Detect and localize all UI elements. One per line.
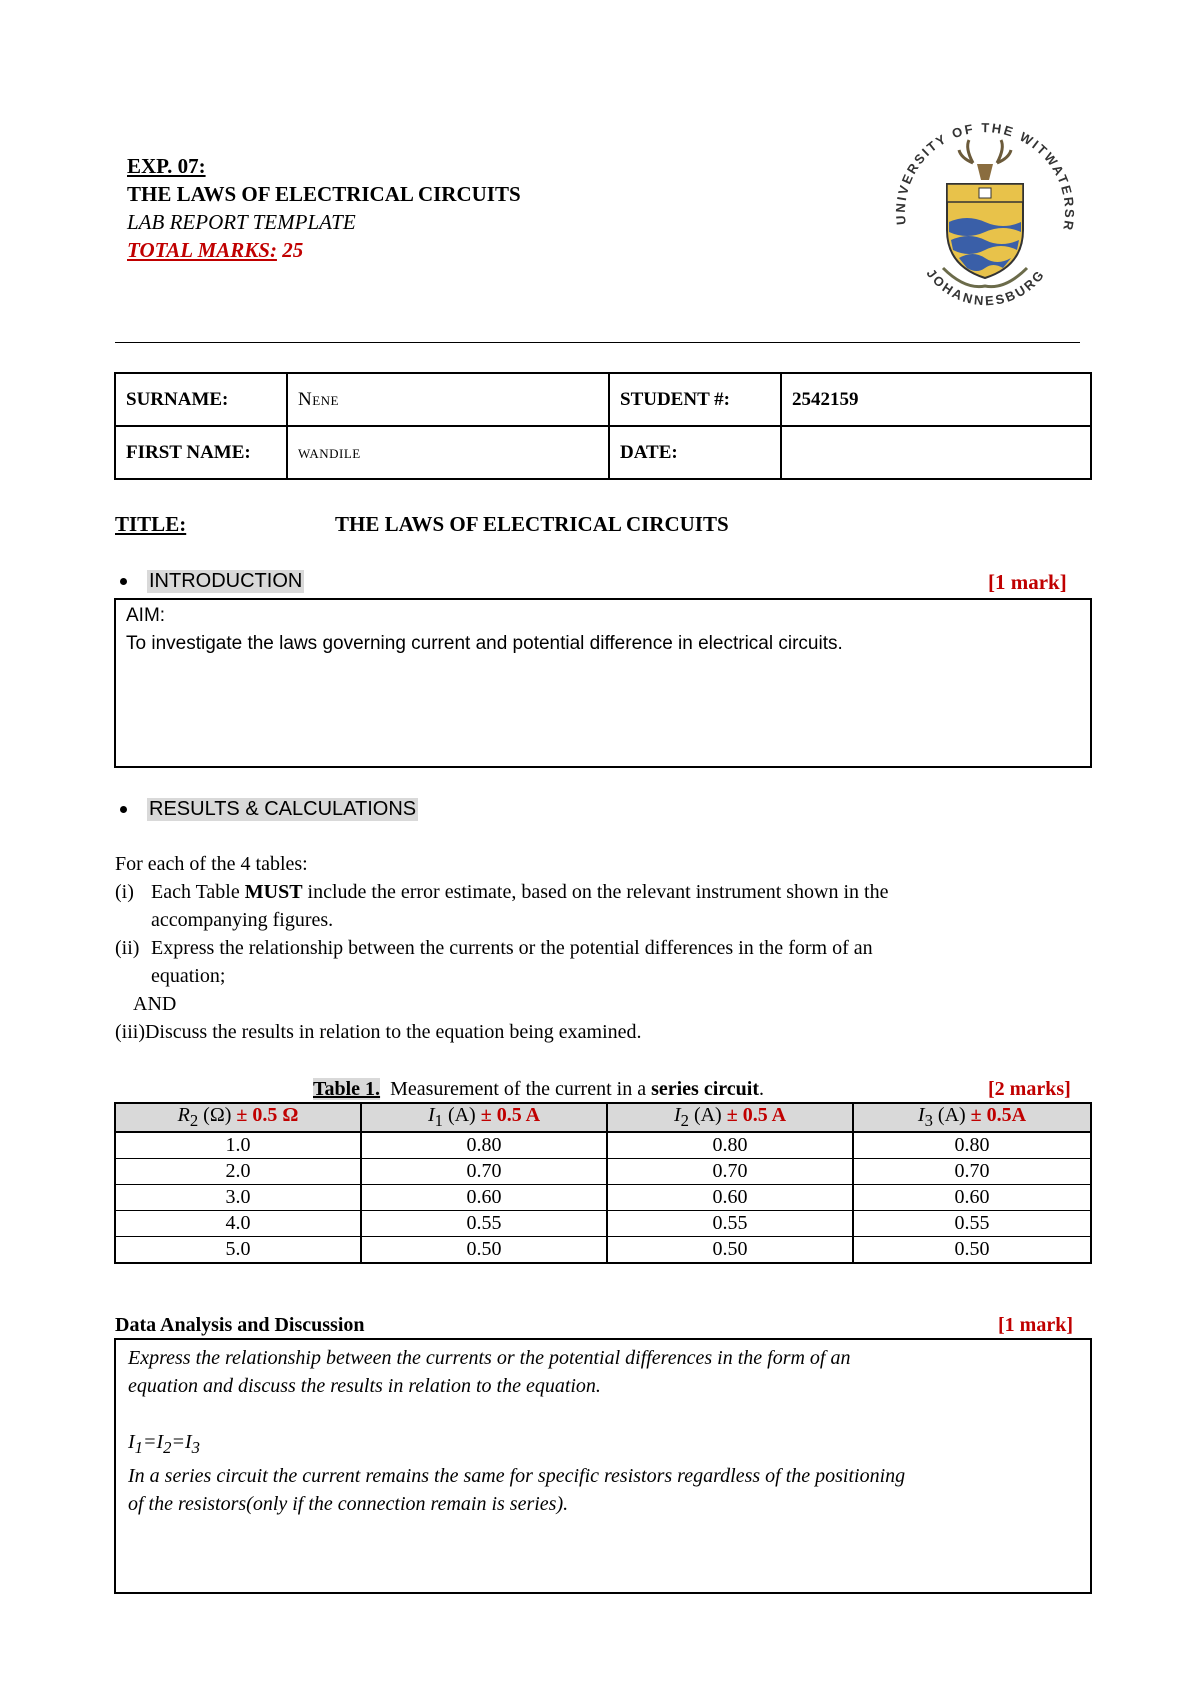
table1-header-i3: $I_3$ (A) ± 0.5A (853, 1103, 1091, 1132)
item-1-must: MUST (244, 881, 303, 903)
table-cell: 0.80 (607, 1132, 853, 1159)
item-2-label: (ii) (115, 937, 140, 959)
results-heading-row (120, 798, 418, 821)
table-cell: 1.0 (115, 1132, 361, 1159)
table-row (115, 1159, 1091, 1185)
surname-label: SURNAME: (115, 373, 287, 426)
report-subtitle: LAB REPORT TEMPLATE (127, 210, 356, 234)
table1-marks: [2 marks] (988, 1078, 1071, 1100)
table-cell: 4.0 (115, 1211, 361, 1237)
title-label: TITLE: (115, 512, 187, 536)
item-2-text: Express the relationship between the currents or the potential differences in the form of an (151, 937, 873, 959)
info-row-1 (115, 373, 1091, 426)
date-value (781, 426, 1091, 479)
surname-value: Nene (287, 373, 609, 426)
bullet-icon (120, 578, 127, 585)
instructions-intro: For each of the 4 tables: (115, 853, 308, 875)
aim-box (114, 598, 1092, 768)
svg-text:UNIVERSITY OF THE WITWATERSRAN: UNIVERSITY OF THE WITWATERSR (892, 120, 1078, 234)
table-cell: 5.0 (115, 1237, 361, 1264)
table-cell: 0.50 (607, 1237, 853, 1264)
table-cell: 0.55 (607, 1211, 853, 1237)
table-row (115, 1185, 1091, 1211)
table-cell: 0.55 (361, 1211, 607, 1237)
item-1-label: (i) (115, 881, 134, 903)
student-number-label: STUDENT #: (609, 373, 781, 426)
table1-label: Table 1. (313, 1078, 381, 1100)
table-row (115, 1211, 1091, 1237)
introduction-heading: INTRODUCTION (149, 570, 303, 592)
item-1-line2: accompanying figures. (151, 909, 334, 931)
table-cell: 0.80 (361, 1132, 607, 1159)
results-heading: RESULTS & CALCULATIONS (149, 798, 417, 820)
table1-header-i1: $I_1$ (A) ± 0.5 A (361, 1103, 607, 1132)
student-info-table (114, 372, 1092, 480)
table1-header-row (115, 1103, 1091, 1132)
analysis-box (114, 1338, 1092, 1594)
analysis-marks: [1 mark] (998, 1314, 1073, 1336)
table1-header-i2: $I_2$ (A) ± 0.5 A (607, 1103, 853, 1132)
spacer (128, 1400, 1078, 1428)
table-cell: 0.55 (853, 1211, 1091, 1237)
table-cell: 0.70 (607, 1159, 853, 1185)
report-header (127, 152, 521, 264)
introduction-marks: [1 mark] (988, 570, 1067, 594)
item-1-text-a: Each Table (151, 881, 245, 903)
info-row-2 (115, 426, 1091, 479)
table1-header-r2: $R_2$ (Ω) ± 0.5 Ω (115, 1103, 361, 1132)
table1 (114, 1102, 1092, 1264)
table1-caption-a: Measurement of the current in a (390, 1078, 652, 1100)
analysis-prompt-1: Express the relationship between the currents or the potential differences in the form of an (128, 1347, 851, 1369)
item-1-text-b: include the error estimate, based on the relevant instrument shown in the (302, 881, 889, 903)
table-cell: 3.0 (115, 1185, 361, 1211)
title-value: THE LAWS OF ELECTRICAL CIRCUITS (335, 512, 729, 536)
table-cell: 0.70 (853, 1159, 1091, 1185)
table1-caption-bold: series circuit (651, 1078, 759, 1100)
table-cell: 0.60 (853, 1185, 1091, 1211)
analysis-answer-2: of the resistors(only if the connection remain is series). (128, 1493, 569, 1515)
svg-text:JOHANNESBURG: JOHANNESBURG (923, 265, 1049, 309)
results-instructions (115, 850, 1075, 1046)
table-row (115, 1132, 1091, 1159)
university-logo (885, 118, 1085, 318)
crest-image (885, 118, 1085, 318)
table-row (115, 1237, 1091, 1264)
table-cell: 0.50 (853, 1237, 1091, 1264)
introduction-heading-row (120, 570, 304, 593)
analysis-answer-1: In a series circuit the current remains the same for specific resistors regardless of the positioning (128, 1465, 906, 1487)
item-2-line2: equation; (151, 965, 226, 987)
header-divider (115, 342, 1080, 343)
table-cell: 0.60 (361, 1185, 607, 1211)
table-cell: 2.0 (115, 1159, 361, 1185)
firstname-label: FIRST NAME: (115, 426, 287, 479)
student-number-value: 2542159 (781, 373, 1091, 426)
table-cell: 0.60 (607, 1185, 853, 1211)
analysis-prompt-2: equation and discuss the results in relation to the equation. (128, 1375, 601, 1397)
bullet-icon (120, 806, 127, 813)
aim-label: AIM: (126, 605, 166, 626)
table-cell: 0.80 (853, 1132, 1091, 1159)
instruction-item-1 (115, 878, 1075, 906)
exp-number: EXP. 07: (127, 154, 206, 178)
table-cell: 0.50 (361, 1237, 607, 1264)
instruction-item-2 (115, 934, 1075, 962)
table1-caption (313, 1078, 764, 1101)
and-text: AND (133, 993, 177, 1015)
total-marks-label: TOTAL MARKS: (127, 238, 277, 262)
date-label: DATE: (609, 426, 781, 479)
analysis-equation: $I_1=I_2=I_3$ (128, 1431, 200, 1457)
analysis-heading: Data Analysis and Discussion (115, 1314, 365, 1336)
firstname-value: wandile (287, 426, 609, 479)
aim-text: To investigate the laws governing current and potential difference in electrical circuits. (126, 633, 843, 654)
table1-caption-b: . (759, 1078, 764, 1100)
instruction-item-3: (iii)Discuss the results in relation to the equation being examined. (115, 1021, 642, 1043)
total-marks-value: 25 (282, 238, 304, 262)
total-marks (127, 236, 521, 264)
title-row (115, 512, 729, 537)
table-cell: 0.70 (361, 1159, 607, 1185)
report-title: THE LAWS OF ELECTRICAL CIRCUITS (127, 182, 521, 206)
